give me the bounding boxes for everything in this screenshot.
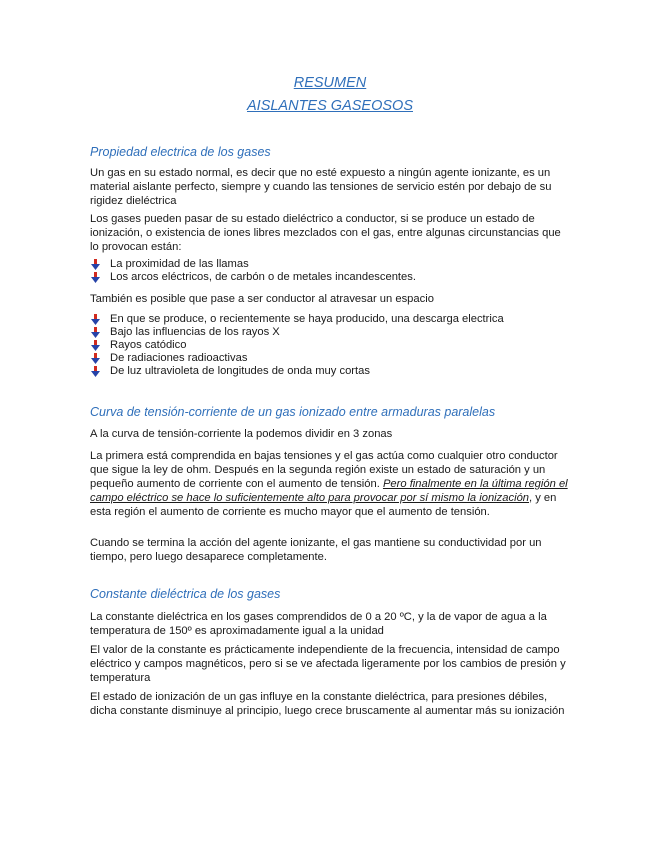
arrow-down-bullet-icon [90,259,101,270]
list-item: Los arcos eléctricos, de carbón o de metales incandescentes. [90,271,570,284]
paragraph-constante-unidad: La constante dieléctrica en los gases comprendidos de 0 a 20 ºC, y la de vapor de agua a la temperatura de 150º es aproximadamente igual a la unidad [90,611,547,637]
paragraph-tres-zonas: A la curva de tensión-corriente la podemos dividir en 3 zonas [90,428,393,440]
paragraph-gas-estado-normal: Un gas en su estado normal, es decir que no esté expuesto a ningún agente ionizante, es un material aislante perfecto, siempre y cuando las tensiones de servicio estén por debajo de su rigidez dieléctrica [90,167,552,207]
arrow-down-bullet-icon [90,272,101,283]
underlined-ionizacion-text: Pero finalmente en la última región el campo eléctrico se hace lo suficientemente alto para provocar por sí mismo la ionización [90,478,568,504]
heading-constante-dielectrica: Constante dieléctrica de los gases [90,587,281,601]
paragraph-gases-pasan-conductor: Los gases pueden pasar de su estado dieléctrico a conductor, si se produce un estado de ionización, o existencia de iones libres mezclados con el gas, entre algunas circunstancias que lo provocan están: [90,213,561,253]
arrow-down-bullet-icon [90,366,101,377]
list-item: La proximidad de las llamas [90,258,570,271]
heading-curva-tension-corriente: Curva de tensión-corriente de un gas ionizado entre armaduras paralelas [90,405,496,419]
list-item: Rayos catódico [90,339,570,352]
arrow-down-bullet-icon [90,353,101,364]
paragraph-regiones: La primera está comprendida en bajas tensiones y el gas actúa como cualquier otro conductor que sigue la ley de ohm. Después en la segunda región existe un estado de saturación y un pequeño aumento de corriente con el aumento de tensión. Pero finalmente en la última región el campo eléctrico se hace lo suficientemente alto para provocar por sí mismo la ionización, y en esta región el aumento de corriente es mucho mayor que el aumento de tensión. [90,450,568,518]
arrow-down-bullet-icon [90,314,101,325]
list-item: Bajo las influencias de los rayos X [90,326,570,339]
list-item: De radiaciones radioactivas [90,352,570,365]
heading-propiedad-electrica: Propiedad electrica de los gases [90,145,271,159]
arrow-down-bullet-icon [90,340,101,351]
list-circunstancias [90,258,570,284]
title-aislantes-gaseosos: AISLANTES GASEOSOS [247,98,413,114]
paragraph-estado-ionizacion: El estado de ionización de un gas influye en la constante dieléctrica, para presiones débiles, dicha constante disminuye al principio, luego crece bruscamente al aumentar más su ionización [90,691,565,717]
title-resumen: RESUMEN [293,75,367,91]
paragraph-atravesar-espacio: También es posible que pase a ser conductor al atravesar un espacio [90,293,434,305]
list-condiciones-conductor [90,313,570,378]
arrow-down-bullet-icon [90,327,101,338]
list-item: En que se produce, o recientemente se haya producido, una descarga electrica [90,313,570,326]
paragraph-valor-constante: El valor de la constante es prácticamente independiente de la frecuencia, intensidad de campo eléctrico y campos magnéticos, pero si se ve afectada ligeramente por los cambios de presión y temperatura [90,644,566,684]
paragraph-agente-ionizante: Cuando se termina la acción del agente ionizante, el gas mantiene su conductividad por un tiempo, pero luego desaparece completamente. [90,537,542,563]
list-item: De luz ultravioleta de longitudes de onda muy cortas [90,365,570,378]
